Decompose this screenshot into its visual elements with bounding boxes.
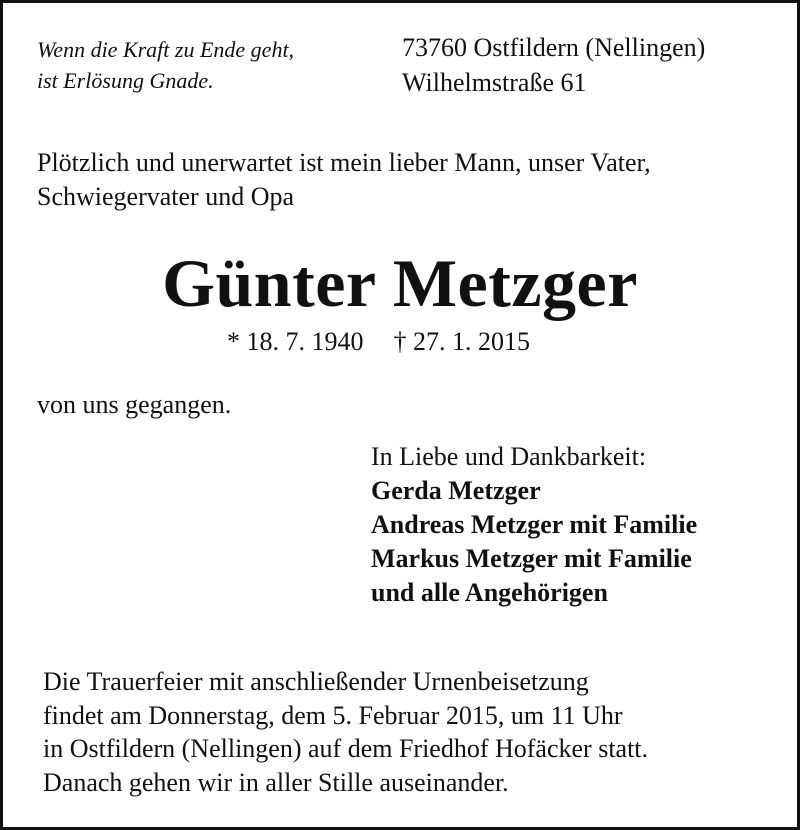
address-city: 73760 Ostfildern (Nellingen): [402, 33, 706, 62]
birth-date: * 18. 7. 1940: [227, 327, 364, 356]
death-date: † 27. 1. 2015: [393, 327, 530, 356]
mourners-block: [371, 440, 697, 610]
ceremony-line-3: in Ostfildern (Nellingen) auf dem Friedhof Hofäcker statt.: [43, 734, 649, 763]
intro-line-2: Schwiegervater und Opa: [37, 182, 295, 211]
life-dates: [227, 325, 530, 359]
motto-quote: [37, 34, 294, 96]
ceremony-line-2: findet am Donnerstag, dem 5. Februar 2015, um 11 Uhr: [43, 700, 623, 730]
ceremony-line-4: Danach gehen wir in aller Stille auseinander.: [43, 767, 509, 797]
mourner-name: Andreas Metzger mit Familie: [371, 510, 698, 539]
mourners-heading: In Liebe und Dankbarkeit:: [371, 442, 647, 471]
motto-line-1: Wenn die Kraft zu Ende geht,: [37, 37, 295, 62]
address-block: [402, 30, 705, 100]
mourner-name: Markus Metzger mit Familie: [371, 544, 692, 573]
closing-text: von uns gegangen.: [37, 390, 232, 419]
motto-line-2: ist Erlösung Gnade.: [37, 68, 214, 93]
address-street: Wilhelmstraße 61: [402, 68, 587, 97]
ceremony-info: [43, 665, 648, 799]
intro-text: [37, 146, 651, 214]
intro-line-1: Plötzlich und unerwartet ist mein lieber Mann, unser Vater,: [37, 148, 651, 177]
mourner-name: Gerda Metzger: [371, 476, 541, 505]
mourners-names: [371, 474, 697, 610]
ceremony-line-1: Die Trauerfeier mit anschließender Urnenbeisetzung: [43, 667, 589, 696]
mourner-name: und alle Angehörigen: [371, 578, 608, 607]
deceased-name: Günter Metzger: [162, 245, 638, 321]
